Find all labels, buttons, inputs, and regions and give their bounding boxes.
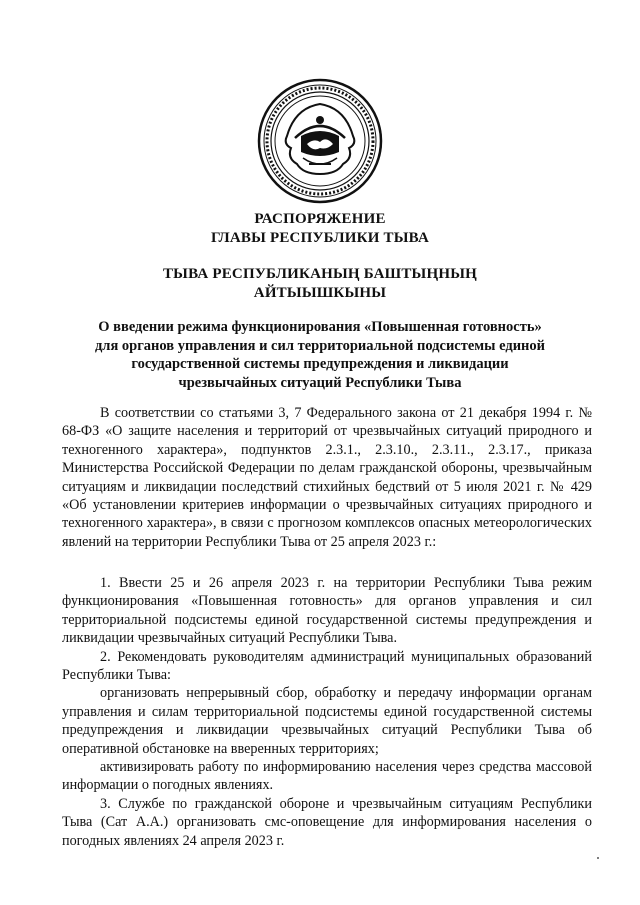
item-1-paragraph: 1. Ввести 25 и 26 апреля 2023 г. на территории Республики Тыва режим функционирования «Повышенная готовность» для органов управления и сил территориальной подсистемы единой государственной системы предупреждения и ликвидации чрезвычайных ситуаций Республики Тыва. [62, 575, 592, 647]
document-title [0, 210, 640, 248]
subject-line-2: для органов управления и сил территориальной подсистемы единой [94, 337, 546, 354]
republic-of-tyva-emblem-icon [257, 78, 383, 204]
page-mark [597, 857, 599, 859]
document-subject [60, 318, 580, 392]
item-2a-paragraph: организовать непрерывный сбор, обработку и передачу информации органам управления и силам территориальной подсистемы единой государственной системы предупреждения и ликвидации чрезвычайных ситуаций Республики Тыва об оперативной обстановке на вверенных территориях; [62, 685, 592, 757]
item-3-paragraph: 3. Службе по гражданской обороне и чрезвычайным ситуациям Республики Тыва (Сат А.А.) организовать смс-оповещение для информирования населения о погодных явлениях 24 апреля 2023 г. [62, 795, 592, 849]
item-2b-paragraph: активизировать работу по информированию населения через средства массовой информации о погодных явлениях. [62, 759, 592, 794]
subject-line-3: государственной системы предупреждения и ликвидации [131, 356, 509, 372]
order-items [62, 574, 592, 850]
document-title-tyvan [0, 265, 640, 303]
item-2-paragraph: 2. Рекомендовать руководителям администраций муниципальных образований Республики Тыва: [62, 648, 592, 684]
title-tyvan-line-2: АЙТЫЫШКЫНЫ [253, 285, 387, 301]
subject-line-1: О введении режима функционирования «Повышенная готовность» [98, 319, 542, 335]
preamble-paragraph: В соответствии со статьями 3, 7 Федерального закона от 21 декабря 1994 г. № 68-ФЗ «О защите населения и территорий от чрезвычайных ситуаций природного и техногенного характера», подпунктов 2.3.1., 2.3.10., 2.3.11., 2.3.17., приказа Министерства Российской Федерации по делам гражданской обороны, чрезвычайным ситуациям и ликвидации последствий стихийных бедствий от 5 июля 2021 г. № 429 «Об установлении критериев информации о чрезвычайных ситуациях природного и техногенного характера», в связи с прогнозом комплексов опасных метеорологических явлений на территории Республики Тыва от 25 апреля 2023 г.: [62, 405, 592, 550]
title-line-2: ГЛАВЫ РЕСПУБЛИКИ ТЫВА [211, 230, 429, 246]
preamble [62, 404, 592, 551]
subject-line-4: чрезвычайных ситуаций Республики Тыва [178, 374, 462, 391]
title-line-1: РАСПОРЯЖЕНИЕ [254, 211, 386, 227]
title-tyvan-line-1: ТЫВА РЕСПУБЛИКАНЫҢ БАШТЫҢНЫҢ [162, 266, 478, 282]
